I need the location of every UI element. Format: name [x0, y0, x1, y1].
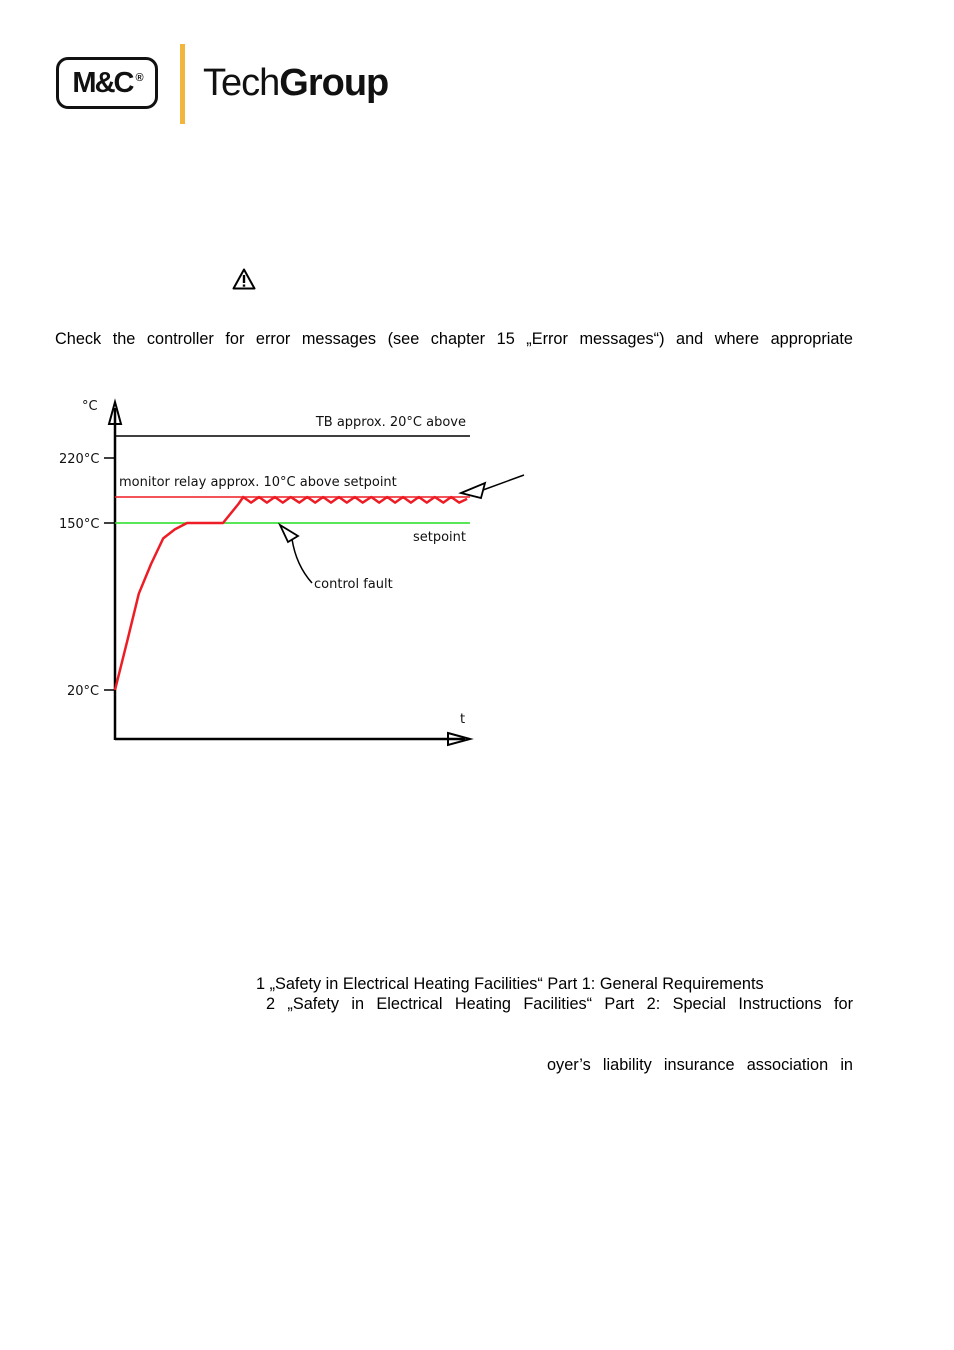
logo-divider — [180, 44, 185, 124]
oscillation-pointer — [483, 475, 524, 490]
y-axis-label: °C — [82, 399, 98, 414]
oscillation-arrowhead — [461, 483, 485, 498]
setpoint-label: setpoint — [412, 530, 466, 545]
logo-tech: Tech — [203, 62, 280, 104]
control-fault-pointer — [292, 539, 312, 583]
x-axis-label: t — [460, 712, 466, 727]
tick-label-150: 150°C — [59, 517, 100, 532]
control-fault-label: control fault — [314, 577, 393, 592]
control-fault-arrowhead — [280, 525, 298, 542]
reference-2: 2 „Safety in Electrical Heating Facilities“ Part 2: Special Instructions for — [266, 995, 853, 1013]
monitor-relay-label: monitor relay approx. 10°C above setpoint — [119, 475, 397, 490]
company-logo — [56, 57, 158, 109]
body-paragraph: Check the controller for error messages (see chapter 15 „Error messages“) and where appropriate — [55, 330, 853, 348]
reference-3: oyer’s liability insurance association in — [547, 1056, 853, 1074]
registered-mark: ® — [135, 71, 142, 84]
warning-triangle-icon — [232, 268, 256, 295]
logo-group: Group — [279, 62, 389, 104]
tb-label: TB approx. 20°C above — [315, 415, 466, 430]
temperature-series-line — [115, 497, 467, 690]
logo-mark: M&C ® — [72, 66, 142, 99]
logo-wordmark — [203, 62, 388, 105]
temperature-chart — [0, 380, 560, 760]
tick-label-20: 20°C — [67, 684, 100, 699]
tick-label-220: 220°C — [59, 452, 100, 467]
reference-1: 1 „Safety in Electrical Heating Facilities“ Part 1: General Requirements — [256, 975, 764, 993]
